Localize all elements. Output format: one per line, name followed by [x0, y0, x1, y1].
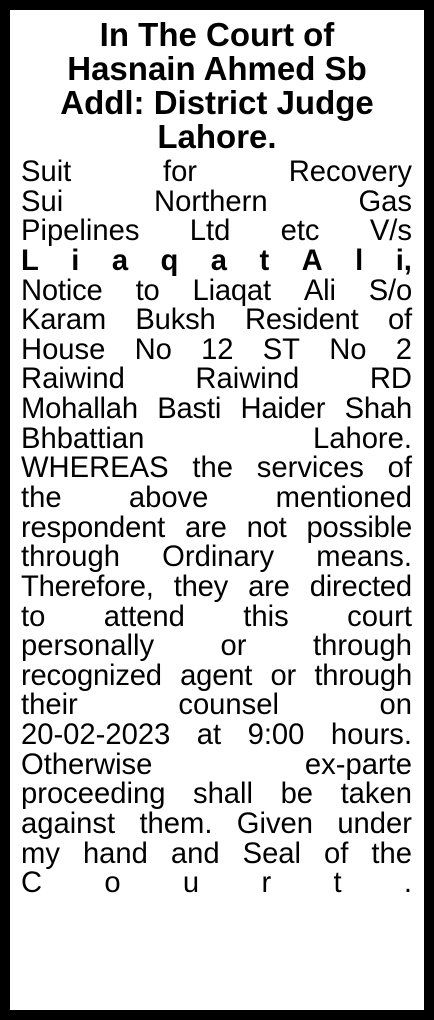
notice-line: Sui Northern Gas — [21, 185, 412, 218]
notice-line: WHEREAS the services of — [21, 452, 412, 485]
notice-line: personally or through — [21, 630, 412, 663]
notice-line: Notice to Liaqat Ali S/o — [21, 274, 412, 307]
notice-heading — [18, 18, 416, 154]
notice-line: Raiwind Raiwind RD — [21, 363, 412, 396]
notice-line: through Ordinary means. — [21, 541, 412, 574]
notice-line: Therefore, they are directed — [21, 570, 412, 603]
notice-line: Bhbattian Lahore. — [21, 422, 412, 455]
heading-line-1: In The Court of — [99, 16, 335, 53]
notice-line: to attend this court — [21, 600, 412, 633]
notice-line: respondent are not possible — [21, 511, 412, 544]
notice-line: Otherwise ex-parte — [21, 748, 412, 781]
notice-body — [21, 155, 412, 900]
notice-line: C o u r t . — [21, 867, 412, 900]
notice-line: Mohallah Basti Haider Shah — [21, 393, 412, 426]
notice-line: my hand and Seal of the — [21, 837, 412, 870]
notice-line: L i a q a t A l i, — [21, 244, 412, 277]
notice-line: House No 12 ST No 2 — [21, 333, 412, 366]
notice-line: proceeding shall be taken — [21, 778, 412, 811]
notice-line: the above mentioned — [21, 481, 412, 514]
heading-line-4: Lahore. — [157, 117, 277, 155]
notice-line: Suit for Recovery — [21, 155, 412, 188]
notice-line: 20-02-2023 at 9:00 hours. — [21, 719, 412, 752]
heading-line-2: Hasnain Ahmed Sb — [67, 49, 367, 87]
notice-line: against them. Given under — [21, 808, 412, 841]
notice-line: Karam Buksh Resident of — [21, 304, 412, 337]
notice-line: Pipelines Ltd etc V/s — [21, 215, 412, 248]
notice-line: their counsel on — [21, 689, 412, 722]
heading-line-3: Addl: District Judge — [60, 83, 374, 121]
notice-line: recognized agent or through — [21, 659, 412, 692]
